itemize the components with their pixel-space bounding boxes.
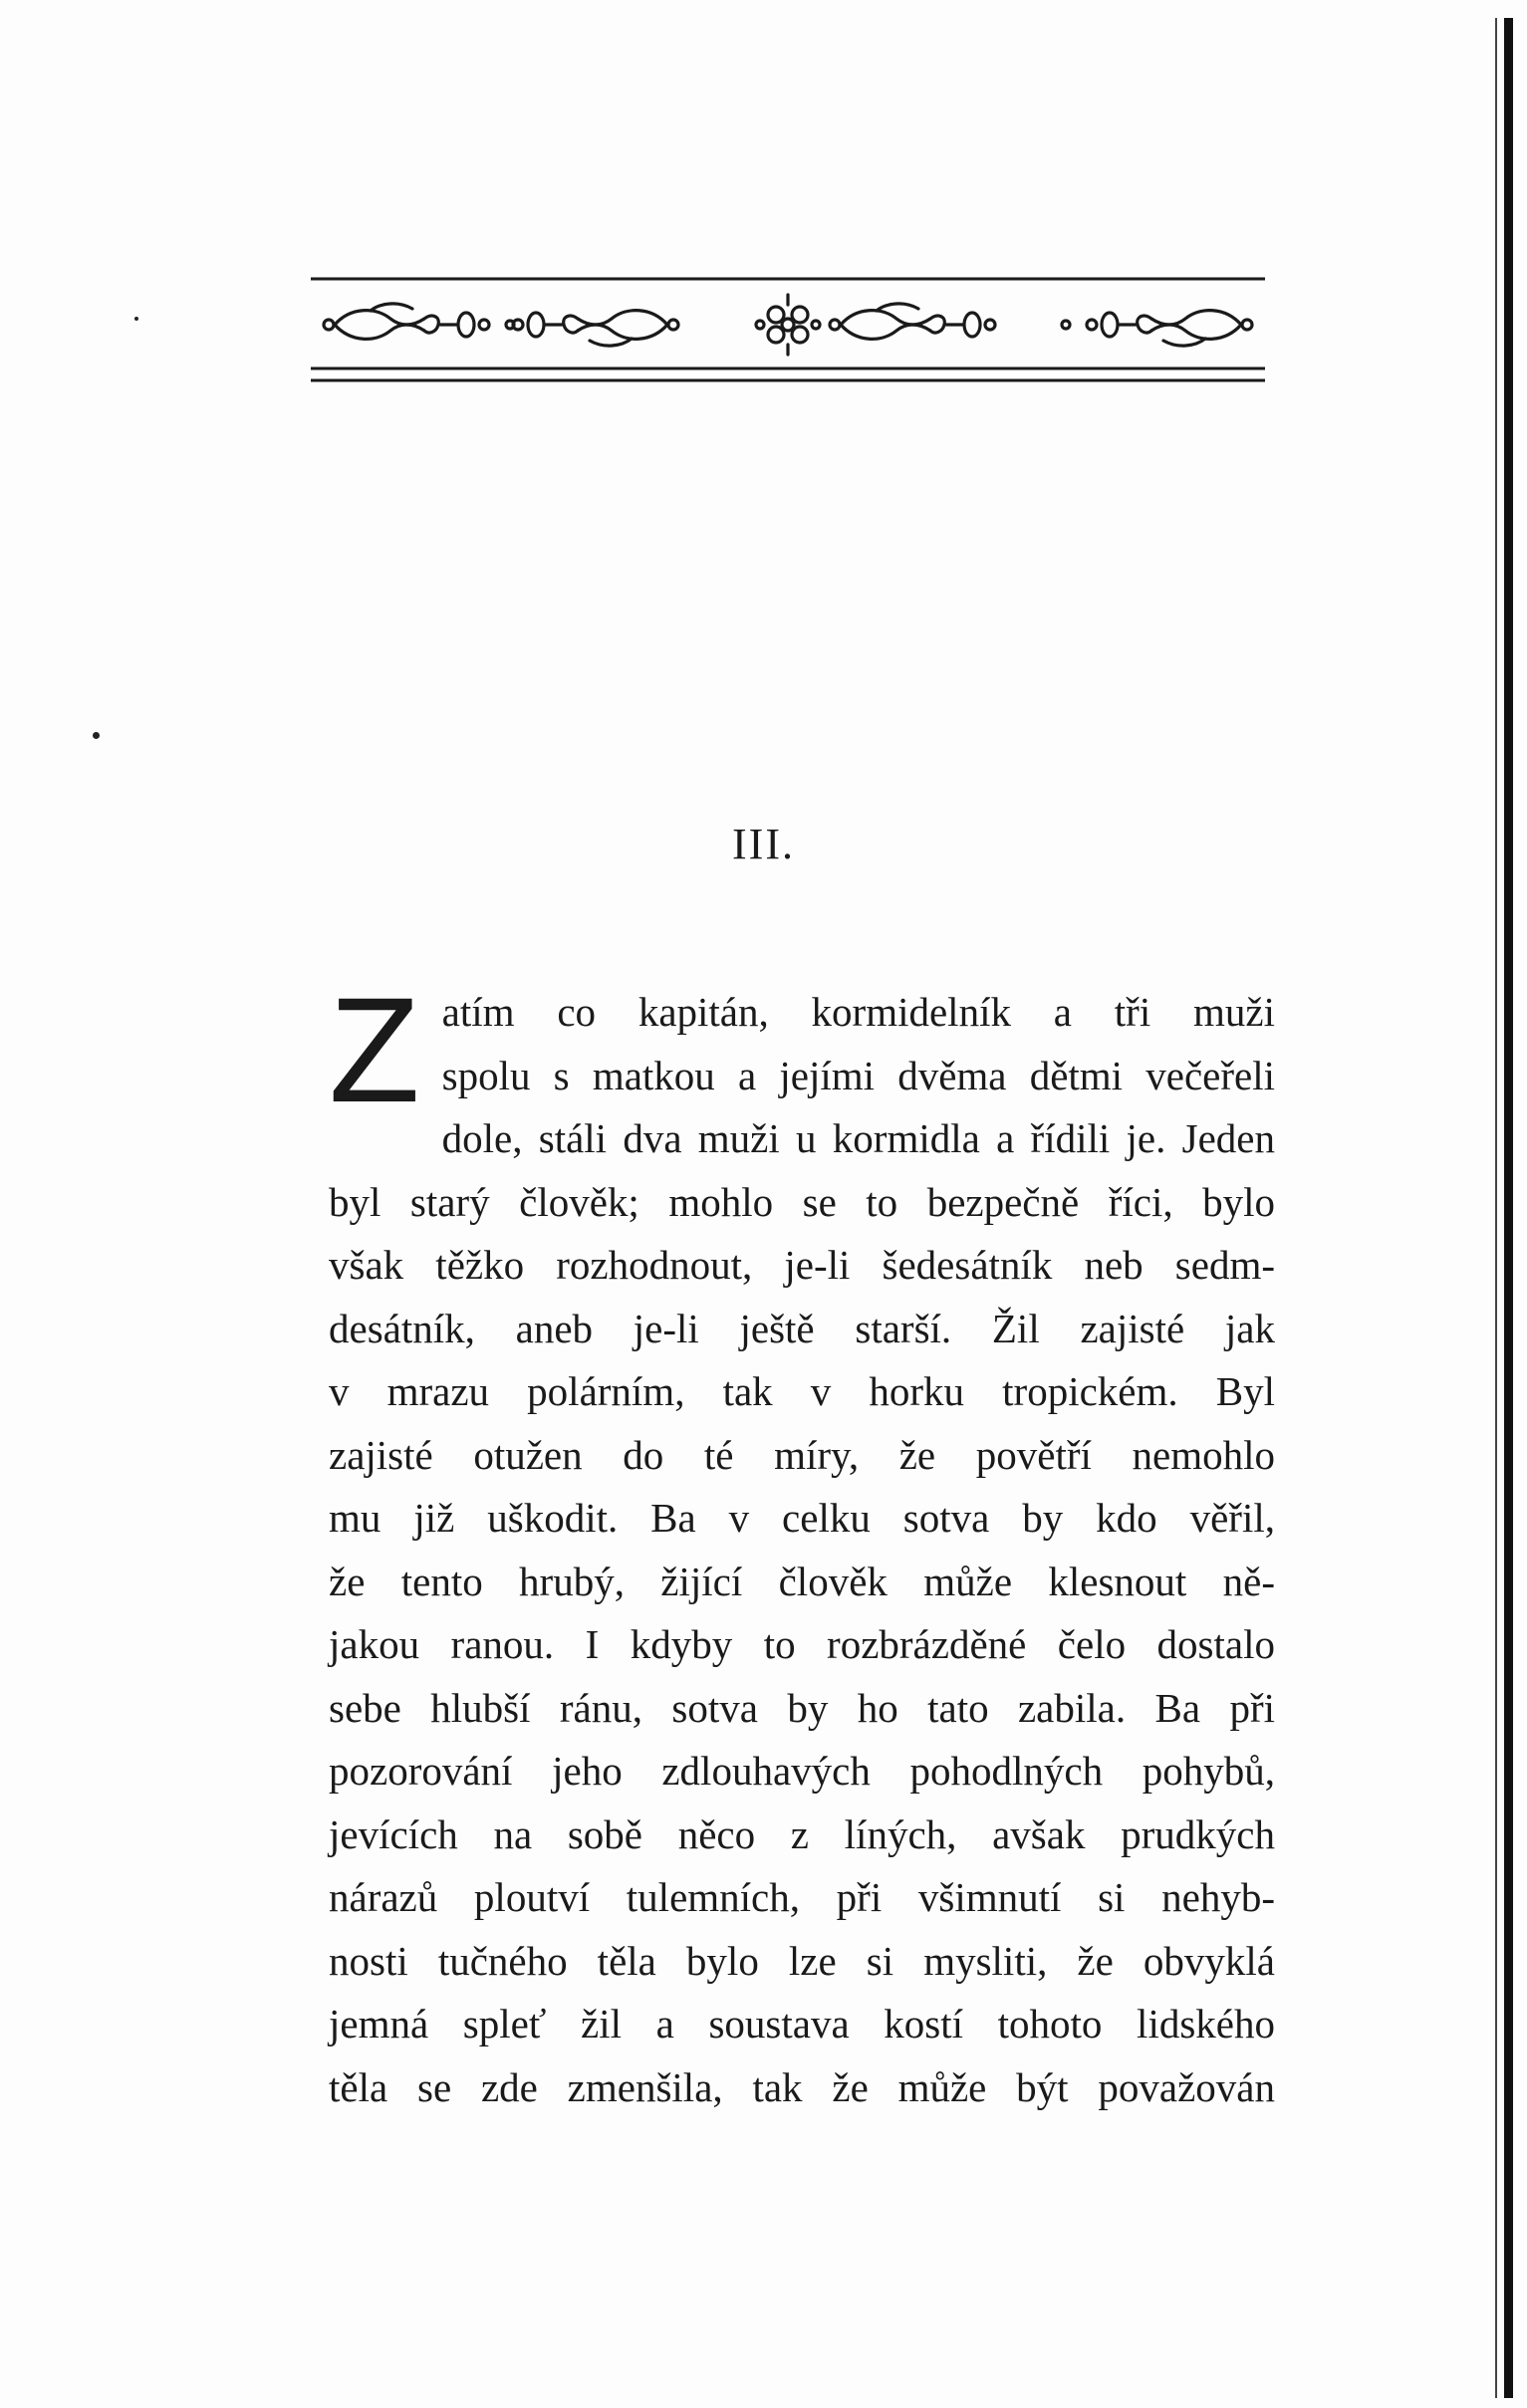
text-line: však těžko rozhodnout, je-li šedesátník neb sedm- (329, 1242, 1275, 1288)
text-line: v mrazu polárním, tak v horku tropickém. Byl (329, 1368, 1275, 1414)
text-line: dole, stáli dva muži u kormidla a řídili je. Jeden (441, 1115, 1275, 1161)
text-line: desátník, aneb je-li ještě starší. Žil zajisté jak (329, 1305, 1275, 1351)
chapter-number: III. (732, 820, 795, 868)
page-edge-line (1495, 18, 1497, 2398)
ornament-band-icon (311, 277, 1265, 388)
print-speck (93, 732, 100, 739)
print-speck (134, 317, 138, 321)
text-line: že tento hrubý, žijící člověk může klesnout ně- (329, 1558, 1275, 1604)
page-edge-shadow (1504, 18, 1513, 2398)
text-line: pozorování jeho zdlouhavých pohodlných pohybů, (329, 1748, 1275, 1794)
text-line: byl starý člověk; mohlo se to bezpečně říci, bylo (329, 1178, 1275, 1225)
text-line: sebe hlubší ránu, sotva by ho tato zabila. Ba při (329, 1684, 1275, 1731)
text-line: mu již uškodit. Ba v celku sotva by kdo věřil, (329, 1495, 1275, 1541)
text-line: jakou ranou. I kdyby to rozbrázděné čelo dostalo (329, 1621, 1275, 1667)
text-line: atím co kapitán, kormidelník a tři muži (441, 989, 1275, 1035)
text-line: spolu s matkou a jejími dvěma dětmi večeřeli (441, 1052, 1275, 1098)
text-line: nosti tučného těla bylo lze si mysliti, že obvyklá (329, 1937, 1275, 1984)
drop-cap-lines (442, 981, 1275, 1107)
header-ornament (311, 277, 1265, 388)
text-line: jevících na sobě něco z líných, avšak prudkých (329, 1810, 1275, 1857)
text-line: nárazů ploutví tulemních, při všimnutí si nehyb- (329, 1874, 1275, 1920)
text-line: těla se zde zmenšila, tak že může být považován (329, 2063, 1275, 2110)
drop-cap: Z (329, 966, 420, 1133)
chapter-body-text (329, 966, 1275, 2119)
text-line: zajisté otužen do té míry, že povětří nemohlo (329, 1431, 1275, 1478)
text-line: jemná spleť žil a soustava kostí tohoto lidského (329, 2001, 1275, 2047)
